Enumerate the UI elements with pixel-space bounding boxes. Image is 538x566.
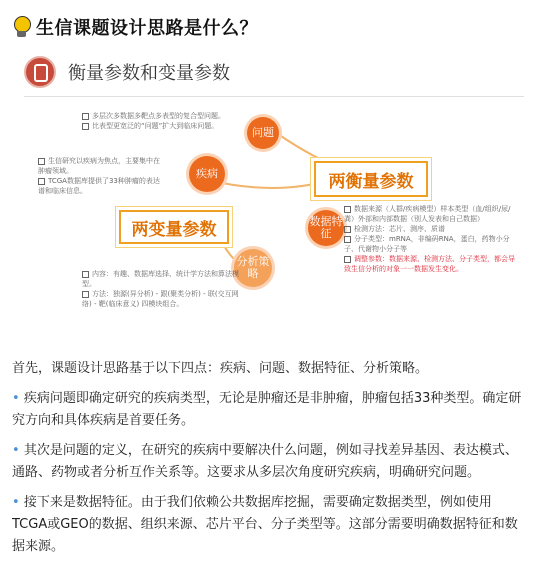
problem-circle: 问题 — [247, 117, 279, 149]
paragraph-problem: • 其次是问题的定义，在研究的疾病中要解决什么问题，例如寻找差异基因、表达模式、通路、药物或者分析互作关系等。这要求从多层次角度研究疾病，明确研究问题。 — [12, 443, 518, 480]
article-header — [12, 14, 258, 40]
lightbulb-icon — [12, 15, 32, 39]
data-notes: 数据来源（人群/疾病模型）样本类型（血/组织/尿/粪）外部和内部数据（别人发表和自己数据） 检测方法：芯片、测序、质谱 分子类型：mRNA，非编码RNA，蛋白，药物小分子、代谢物小分子等 调整参数：数据来源、检测方法、分子类型，都会导致生信分析的对象一一数据发生变化。 — [344, 205, 515, 273]
disease-circle: 疾病 — [189, 156, 225, 192]
bullet-icon: • — [12, 495, 24, 510]
paragraph-disease: • 疾病问题即确定研究的疾病类型，无论是肿瘤还是非肿瘤，肿瘤包括33种类型。确定研究方向和具体疾病是首要任务。 — [12, 391, 522, 428]
bullet-icon: • — [12, 443, 24, 458]
data-feature-circle: 数据特征 — [308, 210, 344, 246]
bullet-icon: • — [12, 391, 24, 406]
problem-notes: 多层次多数据多靶点多表型的复合型问题。 比表型更宽泛的“问题”扩大到临床问题。 — [82, 111, 252, 131]
variable-params-box: 两变量参数 — [119, 210, 229, 244]
paragraph-data: • 接下来是数据特征。由于我们依赖公共数据库挖掘，需要确定数据类型，例如使用TCGA或GEO的数据、组织来源、芯片平台、分子类型等。这部分需要明确数据特征和数据来源。 — [12, 495, 518, 554]
analysis-notes: 内容：有趣、数据库选择、统计学方法和算法模型。 方法：独源(异分析) - 跟(聚类分析) - 联(交互网络) - 靶(临床意义) 四模块组合。 — [82, 270, 239, 308]
article-body — [12, 358, 526, 566]
concept-figure — [24, 44, 524, 349]
measure-params-box: 两衡量参数 — [314, 161, 428, 197]
analysis-circle: 分析策略 — [234, 249, 272, 287]
figure-title: 衡量参数和变量参数 — [68, 63, 230, 84]
paragraph-intro: 首先，课题设计思路基于以下四点：疾病、问题、数据特征、分析策略。 — [12, 361, 429, 376]
disease-notes: 生信研究以疾病为焦点，主要集中在肿瘤领域。 TCGA数据库提供了33种肿瘤的表达谱和临床信息。 — [38, 157, 160, 195]
article-title: 生信课题设计思路是什么？ — [36, 18, 258, 39]
